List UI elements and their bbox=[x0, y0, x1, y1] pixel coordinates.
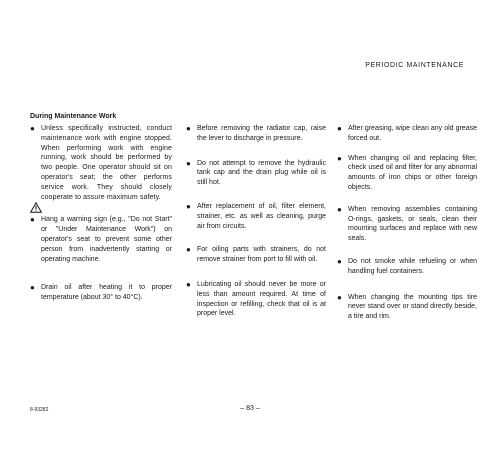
bullet-icon: ● bbox=[186, 279, 191, 289]
list-item bbox=[337, 154, 477, 193]
bullet-icon: ● bbox=[337, 124, 342, 133]
column-1 bbox=[30, 124, 172, 315]
bullet-icon: ● bbox=[337, 204, 342, 214]
list-item bbox=[186, 245, 326, 265]
document-code: 8-93282 bbox=[30, 407, 49, 413]
bullet-icon: ● bbox=[337, 153, 342, 163]
item-text: After greasing, wipe clean any old grease forced out. bbox=[348, 125, 477, 142]
section-title: During Maintenance Work bbox=[30, 113, 117, 120]
bullet-icon: ● bbox=[186, 158, 191, 168]
item-text: Unless specifically instructed, conduct maintenance work with engine stopped. When performing work with engine running, work should be performed by two people. One operator should sit on operator's seat; the other performs service work. They should closely cooperate to assure maximum safety. bbox=[41, 125, 172, 201]
bullet-icon: ● bbox=[30, 124, 35, 133]
item-text: When changing oil and replacing filter, check used oil and filter for any abnormal amounts of iron chips or other foreign objects. bbox=[348, 154, 477, 191]
item-text: Do not smoke while refueling or when handling fuel containers. bbox=[348, 257, 477, 275]
item-text: For oiling parts with strainers, do not remove strainer from port to fill with oil. bbox=[197, 246, 326, 264]
bullet-icon: ● bbox=[186, 124, 191, 133]
list-item bbox=[186, 159, 326, 188]
list-item bbox=[337, 205, 477, 244]
bullet-icon: ● bbox=[186, 201, 191, 211]
list-item bbox=[30, 215, 172, 264]
bullet-icon: ● bbox=[337, 292, 342, 302]
page-number: – 83 – bbox=[240, 405, 260, 412]
bullet-icon: ● bbox=[30, 283, 35, 293]
list-item bbox=[337, 293, 477, 322]
list-item bbox=[186, 202, 326, 231]
warning-triangle-icon bbox=[30, 202, 42, 213]
list-item bbox=[337, 124, 477, 144]
running-header: PERIODIC MAINTENANCE bbox=[365, 62, 464, 69]
item-text: Before removing the radiator cap, raise the lever to discharge in pressure. bbox=[197, 125, 326, 142]
column-2 bbox=[186, 124, 326, 331]
item-text: Drain oil after heating it to proper temperature (about 30° to 40°C). bbox=[41, 284, 172, 302]
item-text: When removing assemblies containing O-rings, gaskets, or seals, clean their mounting surfaces and replace with new seals. bbox=[348, 205, 477, 243]
bullet-icon: ● bbox=[30, 215, 35, 225]
bullet-icon: ● bbox=[186, 245, 191, 255]
list-item bbox=[186, 124, 326, 144]
list-item bbox=[337, 257, 477, 277]
item-text: After replacement of oil, filter element, strainer, etc. as well as cleaning, purge air from circuits. bbox=[197, 202, 326, 230]
list-item bbox=[186, 280, 326, 319]
list-item bbox=[30, 283, 172, 303]
list-item bbox=[30, 124, 172, 202]
item-text: Hang a warning sign (e.g., "Do not Start" or "Under Maintenance Work") on operator's seat to prevent some other person from inadvertently starting or operating machine. bbox=[41, 216, 172, 263]
item-text: When changing the mounting tips tire never stand over or stand directly beside, a tire and rim. bbox=[348, 293, 477, 321]
item-text: Do not attempt to remove the hydraulic tank cap and the drain plug while oil is still hot. bbox=[197, 159, 326, 187]
item-text: Lubricating oil should never be more or less than amount required. At time of inspection or refilling, check that oil is at proper level. bbox=[197, 280, 326, 318]
column-3 bbox=[337, 124, 477, 334]
bullet-icon: ● bbox=[337, 256, 342, 266]
